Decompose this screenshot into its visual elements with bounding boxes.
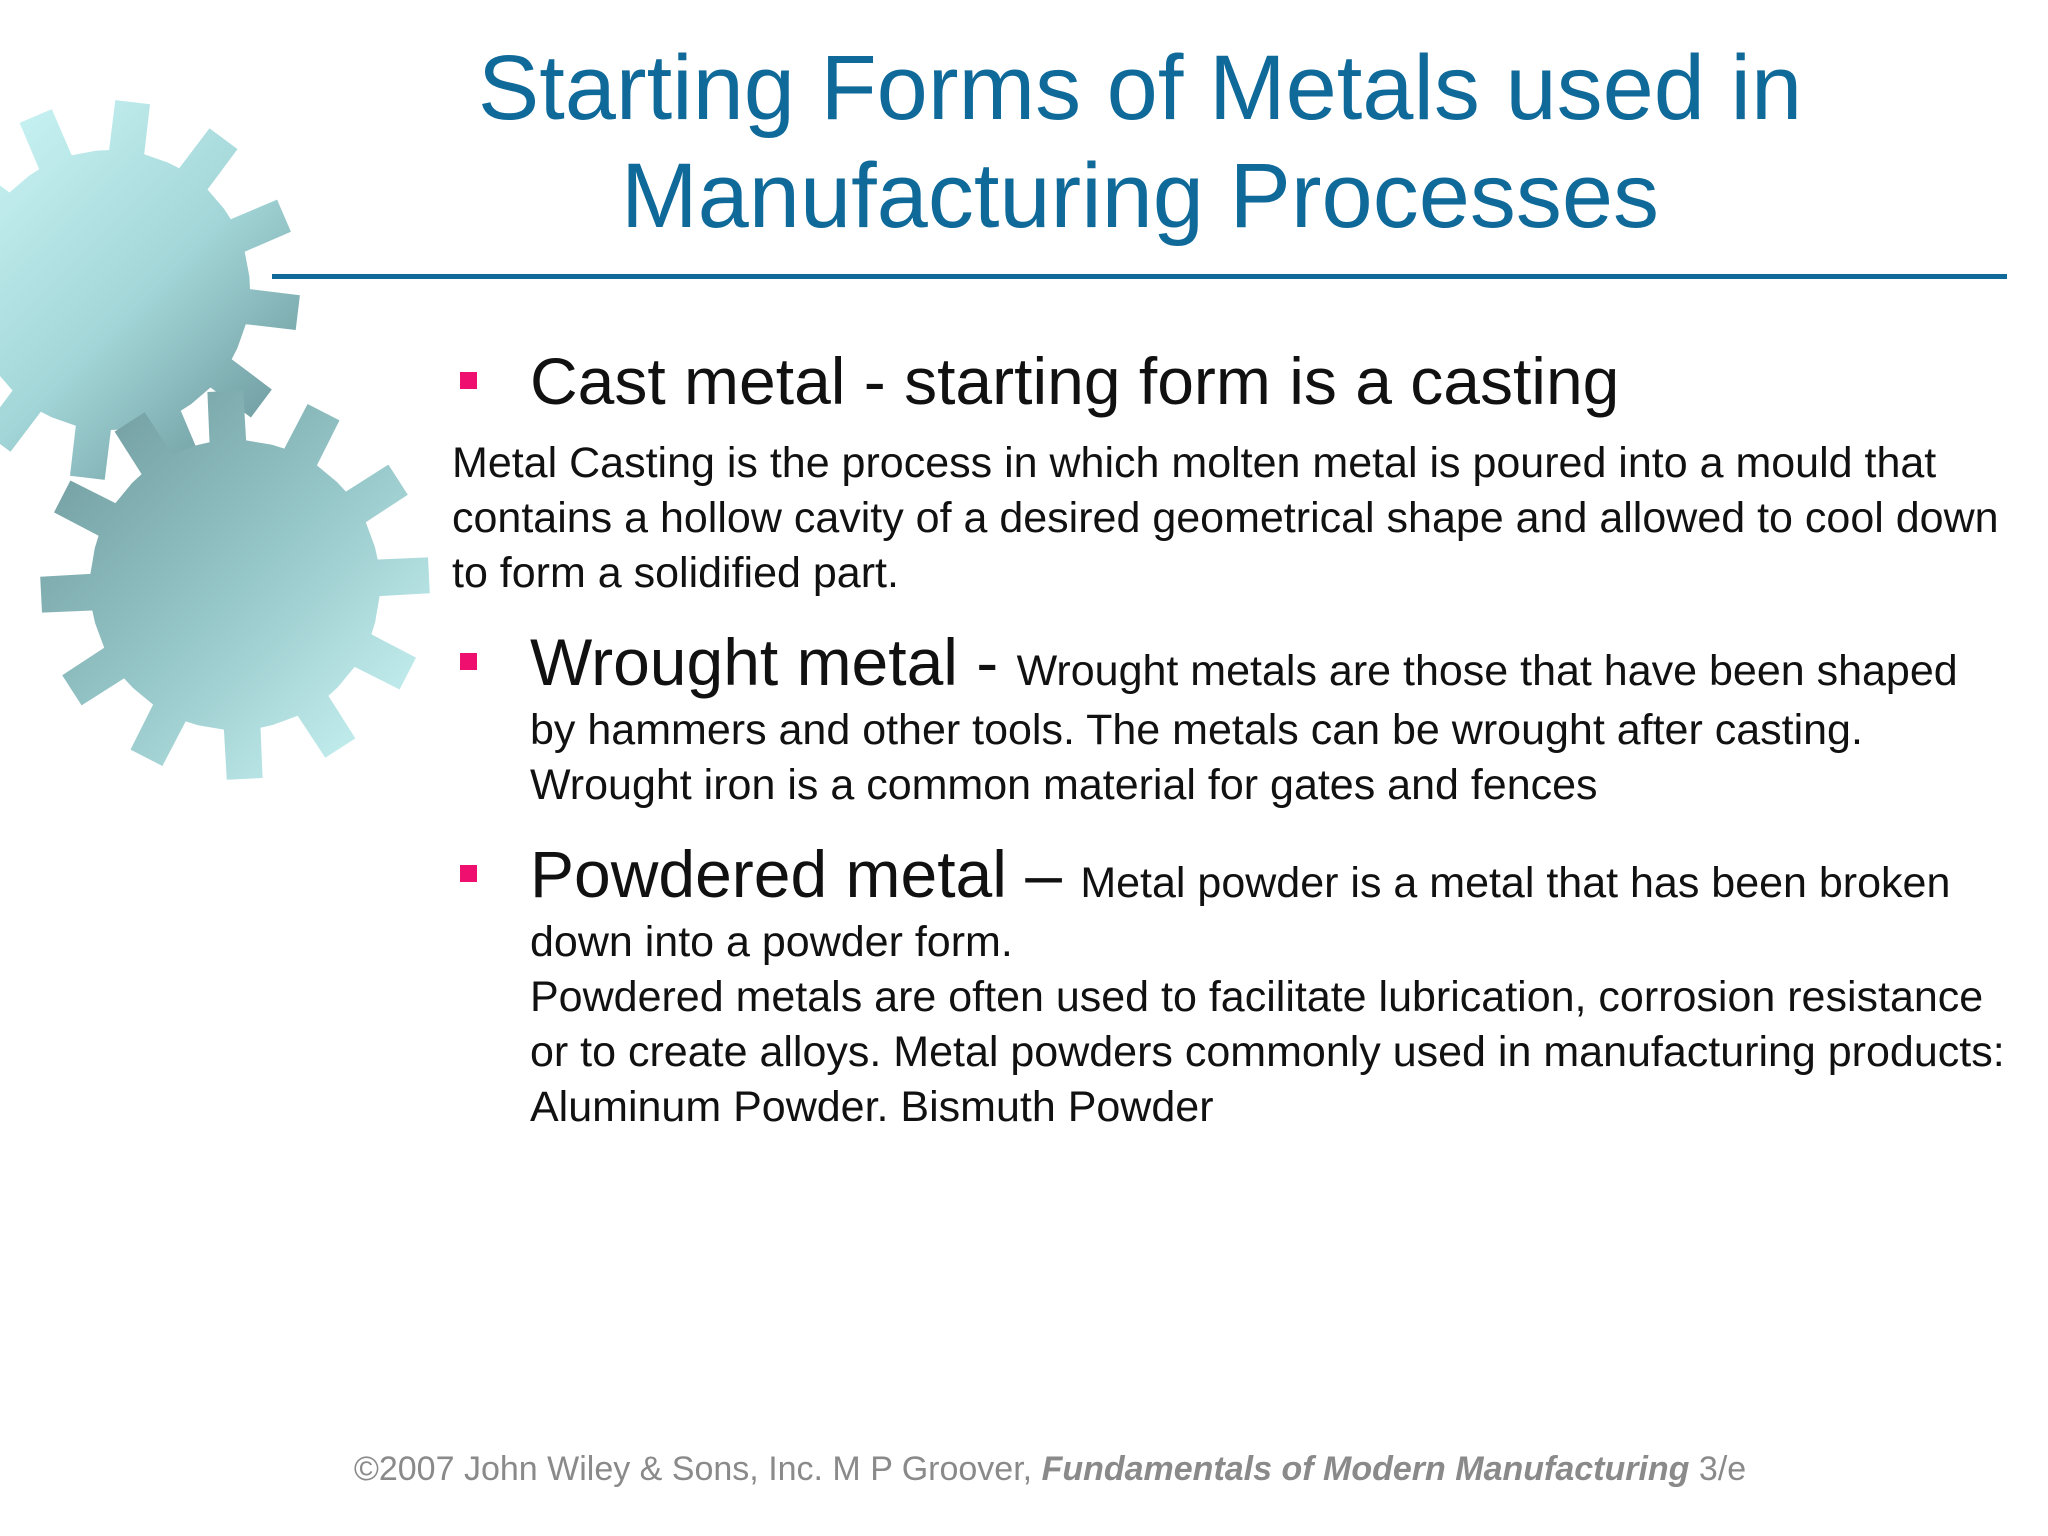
bullet-marker (460, 865, 477, 882)
footer-book-title: Fundamentals of Modern Manufacturing (1041, 1450, 1690, 1488)
slide-footer (330, 1450, 1770, 1489)
footer-edition: 3/e (1689, 1450, 1747, 1488)
slide-content (452, 340, 2012, 1135)
cast-metal-description: Metal Casting is the process in which molten metal is poured into a mould that contains a hollow cavity of a desired geometrical shape and allowed to cool down to form a solidified part. (452, 439, 1999, 597)
bullet-wrought-metal (452, 621, 2012, 813)
bullet-marker (460, 372, 477, 389)
bullet-powdered-metal (452, 833, 2012, 1135)
footer-copyright: ©2007 John Wiley & Sons, Inc. M P Groover, (353, 1450, 1042, 1488)
bullet-heading: Powdered metal – (530, 837, 1081, 911)
powdered-metal-description: Metal powder is a metal that has been broken down into a powder form. (530, 859, 1951, 966)
bullet-heading: Wrought metal - (530, 625, 1017, 699)
bullet-heading: Cast metal - starting form is a casting (530, 344, 1620, 418)
slide-title: Starting Forms of Metals used in Manufacturing Processes (477, 37, 1803, 247)
title-divider (272, 274, 2007, 279)
bullet-cast-metal (452, 340, 2012, 422)
wrought-metal-description: Wrought metals are those that have been shaped by hammers and other tools. The metals can be wrought after casting. Wrought iron is a common material for gates and fences (530, 647, 1958, 809)
bullet-marker (460, 653, 477, 670)
powdered-metal-details: Powdered metals are often used to facilitate lubrication, corrosion resistance or to create alloys. Metal powders commonly used in manufacturing products: Aluminum Powder. Bismuth Powder (530, 973, 2005, 1131)
